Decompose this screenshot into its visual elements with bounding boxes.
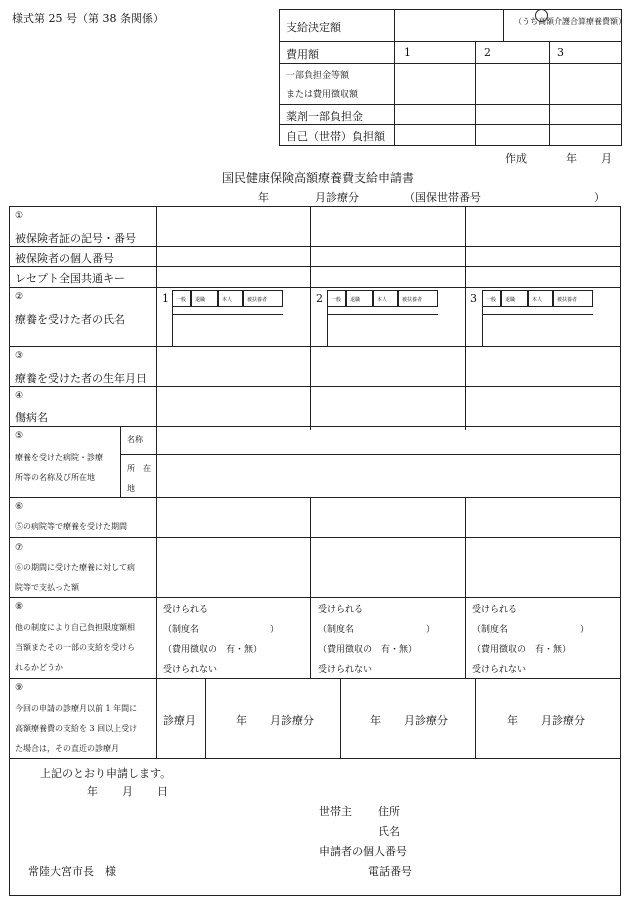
subtitle-month: 月診療分	[315, 191, 359, 204]
subtitle-year: 年	[258, 191, 269, 204]
form-number: 様式第 25 号（第 38 条関係）	[12, 12, 164, 25]
fee-collection-option: （費用徴収の 有・無）	[472, 645, 572, 655]
receive-option: 受けられる	[318, 605, 364, 615]
self-burden-label: 自己（世帯）負担額	[286, 130, 385, 143]
hospital-location-label-1: 所 在	[127, 464, 151, 473]
patient-type-label: 本人	[377, 297, 388, 303]
patient-col-3: 3	[470, 292, 477, 305]
other-system-label-2: 当額またその一部の支給を受けら	[15, 643, 135, 652]
treatment-month-label: 診療月	[163, 714, 196, 727]
patient-type-label: 退職	[195, 297, 206, 303]
hospital-location-label-2: 地	[127, 484, 135, 493]
patient-type-checkbox[interactable]	[191, 290, 218, 307]
insured-card-number-label: 被保険者証の記号・番号	[15, 232, 136, 245]
receipt-key-label: レセプト全国共通キー	[15, 272, 125, 285]
row-2-number: ②	[15, 292, 24, 302]
patient-type-label: 一般	[176, 297, 187, 303]
applicant-number-label: 申請者の個人番号	[319, 845, 407, 858]
patient-type-checkbox[interactable]	[243, 290, 283, 307]
created-year: 年	[566, 152, 577, 165]
other-system-label-1: 他の制度により自己負担限度額相	[15, 623, 135, 632]
patient-type-checkbox[interactable]	[553, 290, 593, 307]
payment-decision-label: 支給決定額	[286, 21, 341, 34]
household-number-label: （国保世帯番号	[404, 191, 481, 204]
patient-type-label: 退職	[350, 297, 361, 303]
patient-type-checkbox[interactable]	[346, 290, 373, 307]
created-month: 月	[601, 152, 612, 165]
declaration-text: 上記のとおり申請します。	[40, 767, 172, 780]
row-5-number: ⑤	[15, 431, 24, 441]
treatment-year-3: 年	[507, 714, 518, 727]
treatment-month-2: 月診療分	[404, 714, 448, 727]
patient-name-label: 療養を受けた者の氏名	[15, 313, 125, 326]
patient-type-label: 被扶養者	[557, 297, 578, 303]
patient-col-1: 1	[162, 292, 169, 305]
treatment-period-label: ⑤の病院等で療養を受けた期間	[15, 522, 127, 531]
col-number-2: 2	[484, 46, 491, 59]
payment-decision-note: （うち高額介護合算療養費額）	[514, 17, 626, 26]
treatment-month-3: 月診療分	[541, 714, 585, 727]
treatment-year-2: 年	[370, 714, 381, 727]
partial-burden-label-1: 一部負担金等額	[286, 71, 350, 81]
patient-type-label: 一般	[486, 297, 497, 303]
patient-type-label: 本人	[532, 297, 543, 303]
hospital-label-1: 療養を受けた病院・診療	[15, 453, 103, 462]
previous-months-label-3: た場合は，その直近の診療月	[15, 744, 119, 753]
addressee: 常陸大宮市長 様	[28, 865, 116, 878]
row-1-number: ①	[15, 211, 24, 221]
patient-type-checkbox[interactable]	[172, 290, 191, 307]
col-number-1: 1	[404, 46, 411, 59]
patient-type-checkbox[interactable]	[482, 290, 501, 307]
patient-type-label: 一般	[331, 297, 342, 303]
receive-option: 受けられる	[472, 605, 518, 615]
insured-personal-number-label: 被保険者の個人番号	[15, 252, 114, 265]
other-system-label-3: れるかどうか	[15, 663, 63, 672]
patient-col-2: 2	[316, 292, 323, 305]
row-4-number: ④	[15, 391, 24, 401]
patient-type-checkbox[interactable]	[373, 290, 398, 307]
householder-label: 世帯主	[319, 805, 352, 818]
fee-collection-option: （費用徴収の 有・無）	[163, 645, 263, 655]
patient-type-label: 本人	[222, 297, 233, 303]
not-receive-option: 受けられない	[163, 665, 218, 675]
amount-paid-label-2: 院等で支払った額	[15, 583, 79, 592]
system-name-label: （制度名	[318, 625, 355, 635]
system-name-label: （制度名	[472, 625, 509, 635]
system-name-close: ）	[426, 625, 436, 635]
patient-type-checkbox[interactable]	[501, 290, 528, 307]
patient-type-checkbox[interactable]	[327, 290, 346, 307]
stamp-circle-icon	[535, 9, 548, 22]
patient-type-label: 被扶養者	[247, 297, 268, 303]
row-8-number: ⑧	[15, 602, 24, 612]
col-number-3: 3	[557, 46, 564, 59]
row-3-number: ③	[15, 351, 24, 361]
not-receive-option: 受けられない	[472, 665, 527, 675]
receive-option: 受けられる	[163, 605, 209, 615]
cost-amount-label: 費用額	[286, 48, 319, 61]
phone-label: 電話番号	[368, 865, 412, 878]
patient-type-checkbox[interactable]	[528, 290, 553, 307]
treatment-month-1: 月診療分	[270, 714, 314, 727]
fee-collection-option: （費用徴収の 有・無）	[318, 645, 418, 655]
previous-months-label-2: 高額療養費の支給を 3 回以上受け	[15, 724, 138, 733]
patient-type-label: 退職	[505, 297, 516, 303]
row-6-number: ⑥	[15, 502, 24, 512]
birthdate-label: 療養を受けた者の生年月日	[15, 372, 147, 385]
address-label: 住所	[378, 805, 400, 818]
hospital-name-label: 名称	[127, 435, 143, 444]
declaration-day: 日	[157, 785, 168, 798]
system-name-close: ）	[580, 625, 590, 635]
hospital-label-2: 所等の名称及び所在地	[15, 473, 95, 482]
disease-name-label: 傷病名	[15, 411, 48, 424]
patient-type-checkbox[interactable]	[398, 290, 438, 307]
treatment-year-1: 年	[236, 714, 247, 727]
system-name-label: （制度名	[163, 625, 200, 635]
system-name-close: ）	[270, 625, 280, 635]
row-9-number: ⑨	[15, 683, 24, 693]
patient-type-checkbox[interactable]	[218, 290, 243, 307]
created-label: 作成	[505, 152, 527, 165]
row-7-number: ⑦	[15, 543, 24, 553]
page-title: 国民健康保険高額療養費支給申請書	[222, 171, 415, 185]
partial-burden-label-2: または費用徴収額	[286, 90, 359, 100]
drug-burden-label: 薬剤一部負担金	[286, 110, 363, 123]
previous-months-label-1: 今回の申請の診療月以前 1 年間に	[15, 704, 138, 713]
declaration-year: 年	[87, 785, 98, 798]
patient-type-label: 被扶養者	[402, 297, 423, 303]
name-label: 氏名	[378, 825, 400, 838]
not-receive-option: 受けられない	[318, 665, 373, 675]
household-number-close: ）	[594, 191, 605, 204]
declaration-month: 月	[122, 785, 133, 798]
amount-paid-label-1: ⑥の期間に受けた療養に対して病	[15, 563, 135, 572]
